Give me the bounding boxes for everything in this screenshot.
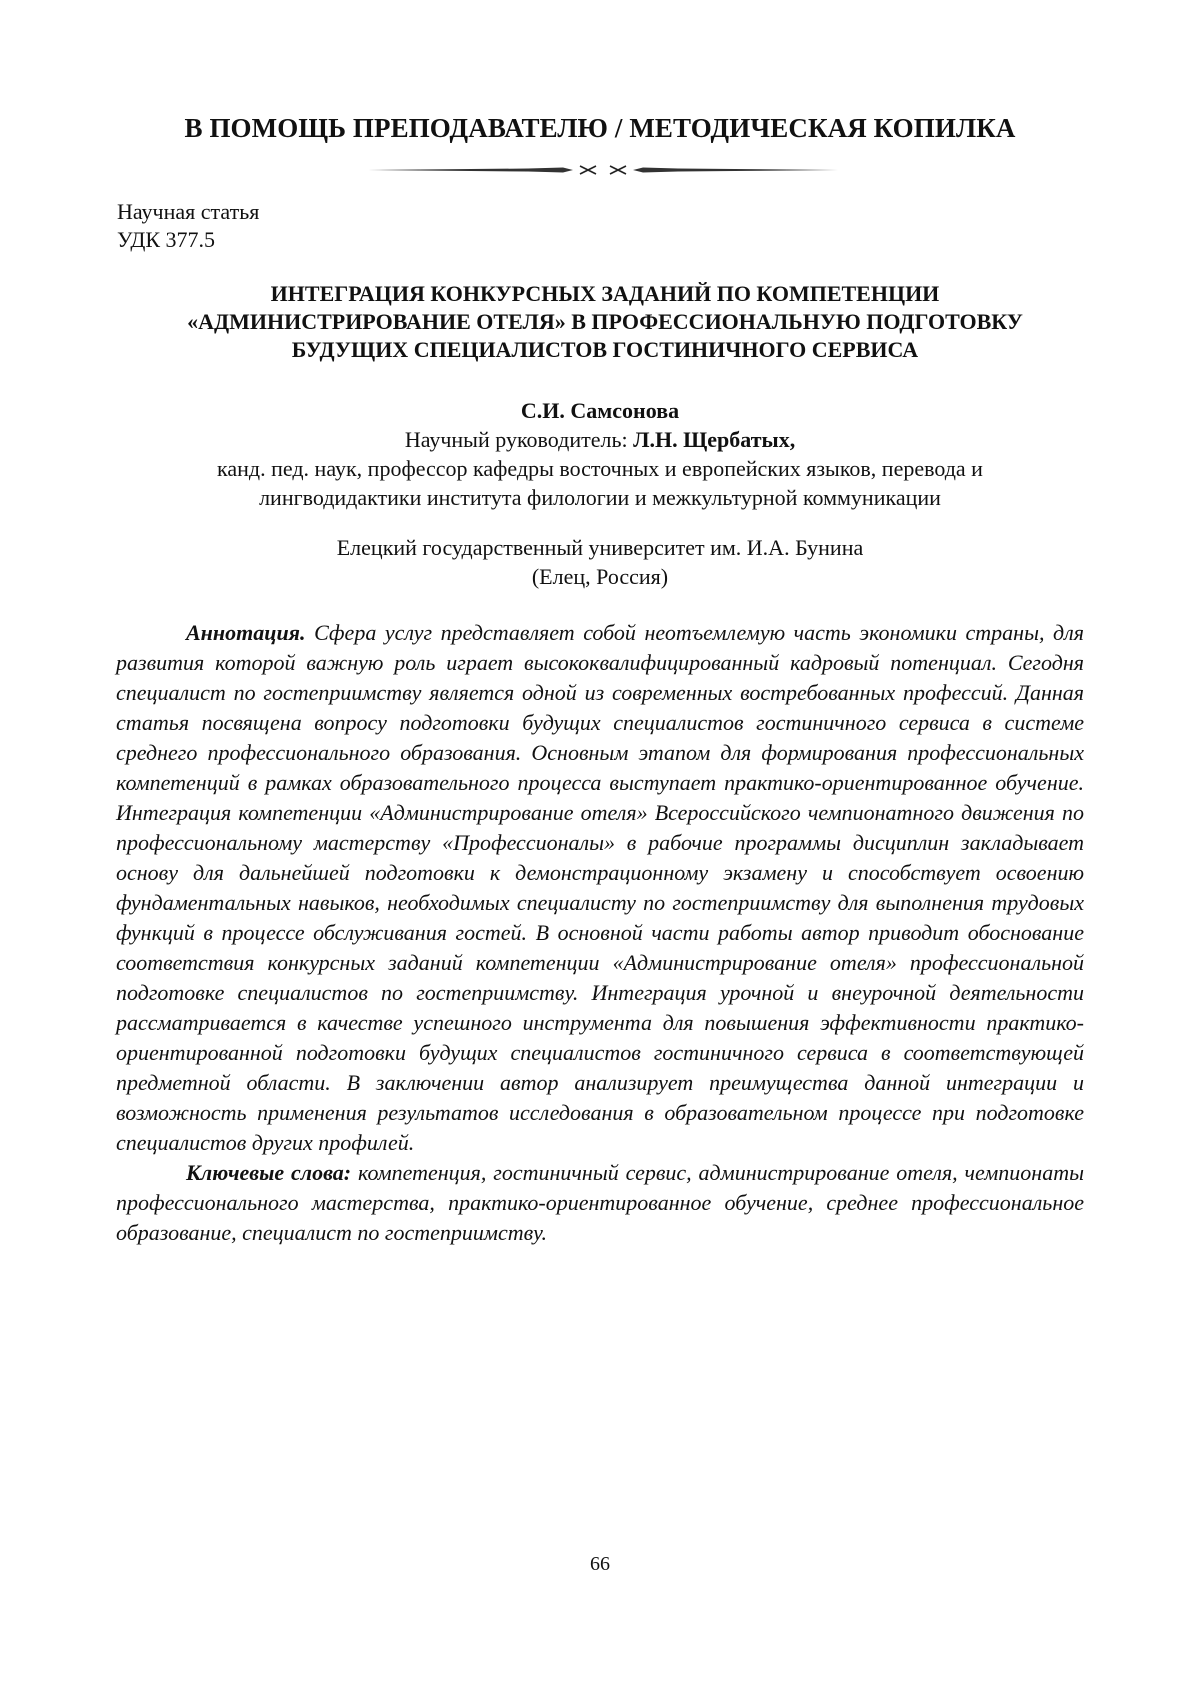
affiliation-block xyxy=(0,533,1200,591)
title-line: ИНТЕГРАЦИЯ КОНКУРСНЫХ ЗАДАНИЙ ПО КОМПЕТЕНЦИИ xyxy=(120,280,1090,308)
university-name: Елецкий государственный университет им. И.А. Бунина xyxy=(0,533,1200,562)
page-number: 66 xyxy=(0,1553,1200,1576)
keywords-text: компетенция, гостиничный сервис, администрирование отеля, чемпионаты профессионального мастерства, практико-ориентированное обучение, среднее профессиональное образование, специалист по гостеприимству. xyxy=(116,1160,1084,1245)
abstract-block xyxy=(116,618,1084,1248)
article-title xyxy=(120,280,1090,364)
credentials-line: канд. пед. наук, профессор кафедры восточных и европейских языков, перевода и xyxy=(0,454,1200,483)
credentials-line: лингводидактики института филологии и межкультурной коммуникации xyxy=(0,483,1200,512)
article-type: Научная статья xyxy=(117,198,259,226)
keywords-label: Ключевые слова: xyxy=(186,1160,351,1185)
author-block xyxy=(0,396,1200,512)
keywords-paragraph xyxy=(116,1158,1084,1248)
location: (Елец, Россия) xyxy=(0,562,1200,591)
supervisor-name: Л.Н. Щербатых, xyxy=(633,427,795,452)
title-line: «АДМИНИСТРИРОВАНИЕ ОТЕЛЯ» В ПРОФЕССИОНАЛЬНУЮ ПОДГОТОВКУ xyxy=(120,308,1090,336)
supervisor-line xyxy=(0,425,1200,454)
article-meta xyxy=(117,198,259,254)
udc-code: УДК 377.5 xyxy=(117,226,259,254)
section-header: В ПОМОЩЬ ПРЕПОДАВАТЕЛЮ / МЕТОДИЧЕСКАЯ КОПИЛКА xyxy=(0,113,1200,144)
supervisor-label: Научный руководитель: xyxy=(405,427,628,452)
abstract-paragraph xyxy=(116,618,1084,1158)
journal-page xyxy=(0,0,1200,1697)
ornament-divider-icon xyxy=(368,160,838,180)
abstract-text: Сфера услуг представляет собой неотъемлемую часть экономики страны, для развития которой важную роль играет высококвалифицированный кадровый потенциал. Сегодня специалист по гостеприимству является одной из современных востребованных профессий. Данная статья посвящена вопросу подготовки будущих специалистов гостиничного сервиса в системе среднего профессионального образования. Основным этапом для формирования профессиональных компетенций в рамках образовательного процесса выступает практико-ориентированное обучение. Интеграция компетенции «Администрирование отеля» Всероссийского чемпионатного движения по профессиональному мастерству «Профессионалы» в рабочие программы дисциплин закладывает основу для дальнейшей подготовки к демонстрационному экзамену и способствует освоению фундаментальных навыков, необходимых специалисту по гостеприимству для выполнения трудовых функций в процессе обслуживания гостей. В основной части работы автор приводит обоснование соответствия конкурсных заданий компетенции «Администрирование отеля» профессиональной подготовке специалистов по гостеприимству. Интеграция урочной и внеурочной деятельности рассматривается в качестве успешного инструмента для повышения эффективности практико-ориентированной подготовки будущих специалистов гостиничного сервиса в соответствующей предметной области. В заключении автор анализирует преимущества данной интеграции и возможность применения результатов исследования в образовательном процессе при подготовке специалистов других профилей. xyxy=(116,620,1084,1155)
title-line: БУДУЩИХ СПЕЦИАЛИСТОВ ГОСТИНИЧНОГО СЕРВИСА xyxy=(120,336,1090,364)
abstract-label: Аннотация. xyxy=(186,620,306,645)
author-name: С.И. Самсонова xyxy=(0,396,1200,425)
